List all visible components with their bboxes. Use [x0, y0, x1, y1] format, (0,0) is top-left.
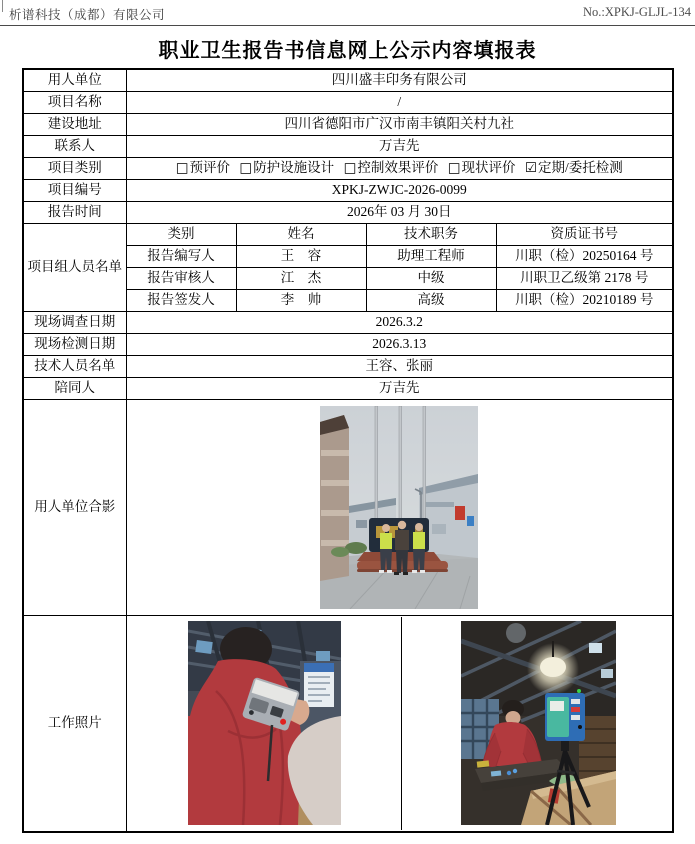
member-role: 报告审核人 — [126, 267, 236, 289]
checkbox-option-label: 控制效果评价 — [357, 159, 439, 175]
table-row-work-photos — [23, 615, 673, 832]
detector-measurement-photo — [188, 621, 341, 825]
table-row-project-no — [23, 179, 673, 201]
team-label: 项目组人员名单 — [23, 223, 126, 311]
project-no-value: XPKJ-ZWJC-2026-0099 — [126, 179, 673, 201]
table-row-employer — [23, 69, 673, 91]
header-company-name: 析谱科技（成都）有限公司 — [9, 8, 166, 22]
form-title: 职业卫生报告书信息网上公示内容填报表 — [158, 38, 537, 62]
table-row-contact — [23, 135, 673, 157]
test-date-value: 2026.3.13 — [126, 333, 673, 355]
category-options — [126, 157, 673, 179]
category-label: 项目类别 — [23, 157, 126, 179]
address-value: 四川省德阳市广汉市南丰镇阳关村九社 — [126, 113, 673, 135]
table-row-technicians — [23, 355, 673, 377]
member-name: 王 容 — [236, 245, 366, 267]
checkbox-option-protection-design — [239, 160, 334, 175]
member-title: 中级 — [366, 267, 496, 289]
member-role: 报告编写人 — [126, 245, 236, 267]
project-name-value: / — [126, 91, 673, 113]
work-photos-cell — [126, 615, 673, 832]
checkbox-unchecked-icon: □ — [343, 159, 357, 176]
technicians-value: 王容、张丽 — [126, 355, 673, 377]
survey-date-value: 2026.3.2 — [126, 311, 673, 333]
checkbox-option-control-effect — [344, 160, 439, 175]
work-photo-cell-left — [129, 617, 402, 830]
table-row-team-header — [23, 223, 673, 245]
team-col-title: 技术职务 — [366, 223, 496, 245]
form-table — [22, 68, 674, 833]
project-no-label: 项目编号 — [23, 179, 126, 201]
company-group-photo — [320, 406, 478, 609]
table-row-category — [23, 157, 673, 179]
table-row-group-photo — [23, 399, 673, 615]
header-divider — [0, 25, 695, 26]
work-photos-label: 工作照片 — [23, 615, 126, 832]
checkbox-unchecked-icon: □ — [447, 159, 461, 176]
table-row-escort — [23, 377, 673, 399]
table-row-report-date — [23, 201, 673, 223]
table-row-survey-date — [23, 311, 673, 333]
escort-value: 万吉先 — [126, 377, 673, 399]
table-row-test-date — [23, 333, 673, 355]
member-name: 江 杰 — [236, 267, 366, 289]
survey-date-label: 现场调查日期 — [23, 311, 126, 333]
team-col-name: 姓名 — [236, 223, 366, 245]
group-photo-cell — [126, 399, 673, 615]
checkbox-checked-icon: ☑ — [524, 159, 537, 176]
work-photo-cell-right — [402, 617, 673, 830]
technicians-label: 技术人员名单 — [23, 355, 126, 377]
member-cert: 川职（检）20250164 号 — [496, 245, 673, 267]
group-photo-label: 用人单位合影 — [23, 399, 126, 615]
project-name-label: 项目名称 — [23, 91, 126, 113]
checkbox-unchecked-icon: □ — [175, 159, 189, 176]
employer-label: 用人单位 — [23, 69, 126, 91]
header-doc-number: No.:XPKJ-GLJL-134 — [583, 5, 691, 19]
table-row-address — [23, 113, 673, 135]
team-col-cert: 资质证书号 — [496, 223, 673, 245]
contact-value: 万吉先 — [126, 135, 673, 157]
checkbox-option-periodic-test — [525, 160, 623, 175]
contact-label: 联系人 — [23, 135, 126, 157]
checkbox-option-label: 定期/委托检测 — [537, 159, 623, 175]
checkbox-option-label: 防护设施设计 — [253, 159, 335, 175]
member-cert: 川职（检）20210189 号 — [496, 289, 673, 311]
member-name: 李 帅 — [236, 289, 366, 311]
employer-value: 四川盛丰印务有限公司 — [126, 69, 673, 91]
member-title: 助理工程师 — [366, 245, 496, 267]
team-col-role: 类别 — [126, 223, 236, 245]
test-date-label: 现场检测日期 — [23, 333, 126, 355]
checkbox-option-label: 现状评价 — [461, 159, 516, 175]
escort-label: 陪同人 — [23, 377, 126, 399]
checkbox-option-status-eval — [448, 160, 516, 175]
report-date-value: 2026年 03 月 30日 — [126, 201, 673, 223]
member-role: 报告签发人 — [126, 289, 236, 311]
member-title: 高级 — [366, 289, 496, 311]
member-cert: 川职卫乙级第 2178 号 — [496, 267, 673, 289]
tripod-instrument-photo — [461, 621, 616, 825]
address-label: 建设地址 — [23, 113, 126, 135]
checkbox-option-pre-eval — [176, 160, 230, 175]
checkbox-unchecked-icon: □ — [239, 159, 253, 176]
table-row-project-name — [23, 91, 673, 113]
report-date-label: 报告时间 — [23, 201, 126, 223]
checkbox-option-label: 预评价 — [189, 159, 231, 175]
header-corner-mark — [2, 0, 3, 12]
